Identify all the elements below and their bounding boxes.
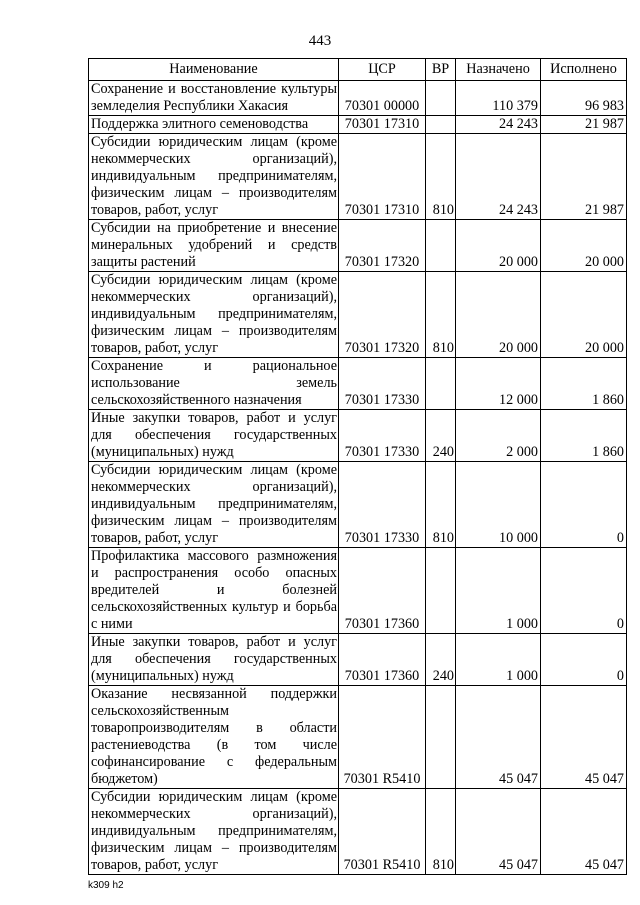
cell-assigned: 20 000 — [456, 272, 541, 358]
cell-executed: 0 — [541, 634, 627, 686]
page-number: 443 — [308, 33, 332, 49]
cell-vr — [426, 358, 456, 410]
cell-csr: 70301 17320 — [339, 220, 426, 272]
table-body — [89, 81, 627, 875]
cell-name: Иные закупки товаров, работ и услуг для обеспечения государственных (муниципальных) нужд — [89, 634, 339, 686]
cell-executed: 0 — [541, 548, 627, 634]
cell-csr: 70301 00000 — [339, 81, 426, 116]
table-row — [89, 272, 627, 358]
cell-vr: 240 — [426, 634, 456, 686]
cell-vr — [426, 81, 456, 116]
cell-assigned: 10 000 — [456, 462, 541, 548]
cell-assigned: 45 047 — [456, 789, 541, 875]
cell-name: Субсидии юридическим лицам (кроме некоммерческих организаций), индивидуальным предпринимателям, физическим лицам – производителям товаров, работ, услуг — [89, 462, 339, 548]
cell-name: Субсидии юридическим лицам (кроме некоммерческих организаций), индивидуальным предпринимателям, физическим лицам – производителям товаров, работ, услуг — [89, 789, 339, 875]
cell-csr: 70301 17330 — [339, 358, 426, 410]
table-row — [89, 548, 627, 634]
cell-csr: 70301 17330 — [339, 410, 426, 462]
cell-csr: 70301 17360 — [339, 634, 426, 686]
table-row — [89, 116, 627, 134]
cell-executed: 96 983 — [541, 81, 627, 116]
cell-executed: 45 047 — [541, 789, 627, 875]
header-name: Наименование — [89, 59, 339, 81]
cell-assigned: 1 000 — [456, 634, 541, 686]
cell-executed: 20 000 — [541, 272, 627, 358]
cell-name: Иные закупки товаров, работ и услуг для обеспечения государственных (муниципальных) нужд — [89, 410, 339, 462]
cell-csr: 70301 17330 — [339, 462, 426, 548]
cell-name: Сохранение и рациональное использование земель сельскохозяйственного назначения — [89, 358, 339, 410]
table-row — [89, 410, 627, 462]
cell-assigned: 1 000 — [456, 548, 541, 634]
cell-assigned: 110 379 — [456, 81, 541, 116]
header-vr: ВР — [426, 59, 456, 81]
cell-csr: 70301 17310 — [339, 134, 426, 220]
cell-executed: 21 987 — [541, 116, 627, 134]
table-row — [89, 686, 627, 789]
cell-name: Сохранение и восстановление культуры земледелия Республики Хакасия — [89, 81, 339, 116]
table-row — [89, 358, 627, 410]
cell-csr: 70301 R5410 — [339, 686, 426, 789]
cell-executed: 1 860 — [541, 410, 627, 462]
cell-vr: 810 — [426, 789, 456, 875]
header-assigned: Назначено — [456, 59, 541, 81]
cell-vr — [426, 116, 456, 134]
cell-csr: 70301 17320 — [339, 272, 426, 358]
cell-executed: 21 987 — [541, 134, 627, 220]
cell-name: Субсидии юридическим лицам (кроме некоммерческих организаций), индивидуальным предпринимателям, физическим лицам – производителям товаров, работ, услуг — [89, 272, 339, 358]
cell-vr — [426, 548, 456, 634]
cell-assigned: 2 000 — [456, 410, 541, 462]
budget-table — [88, 58, 627, 875]
cell-name: Субсидии юридическим лицам (кроме некоммерческих организаций), индивидуальным предпринимателям, физическим лицам – производителям товаров, работ, услуг — [89, 134, 339, 220]
cell-name: Профилактика массового размножения и распространения особо опасных вредителей и болезней сельскохозяйственных культур и борьба с ними — [89, 548, 339, 634]
header-executed: Исполнено — [541, 59, 627, 81]
cell-executed: 0 — [541, 462, 627, 548]
cell-executed: 1 860 — [541, 358, 627, 410]
cell-vr: 810 — [426, 462, 456, 548]
table-row — [89, 134, 627, 220]
cell-name: Оказание несвязанной поддержки сельскохозяйственным товаропроизводителям в области растениеводства (в том числе софинансирование с федеральным бюджетом) — [89, 686, 339, 789]
cell-csr: 70301 17360 — [339, 548, 426, 634]
cell-assigned: 24 243 — [456, 116, 541, 134]
cell-vr: 810 — [426, 272, 456, 358]
cell-executed: 45 047 — [541, 686, 627, 789]
cell-csr: 70301 R5410 — [339, 789, 426, 875]
table-row — [89, 220, 627, 272]
footer-code: k309 h2 — [88, 880, 124, 891]
cell-assigned: 20 000 — [456, 220, 541, 272]
cell-name: Субсидии на приобретение и внесение минеральных удобрений и средств защиты растений — [89, 220, 339, 272]
cell-vr: 240 — [426, 410, 456, 462]
cell-executed: 20 000 — [541, 220, 627, 272]
header-csr: ЦСР — [339, 59, 426, 81]
cell-name: Поддержка элитного семеноводства — [89, 116, 339, 134]
cell-vr: 810 — [426, 134, 456, 220]
cell-assigned: 45 047 — [456, 686, 541, 789]
cell-csr: 70301 17310 — [339, 116, 426, 134]
cell-assigned: 12 000 — [456, 358, 541, 410]
table-header-row — [89, 59, 627, 81]
table-row — [89, 789, 627, 875]
cell-vr — [426, 220, 456, 272]
cell-vr — [426, 686, 456, 789]
cell-assigned: 24 243 — [456, 134, 541, 220]
table-row — [89, 462, 627, 548]
table-row — [89, 634, 627, 686]
table-row — [89, 81, 627, 116]
